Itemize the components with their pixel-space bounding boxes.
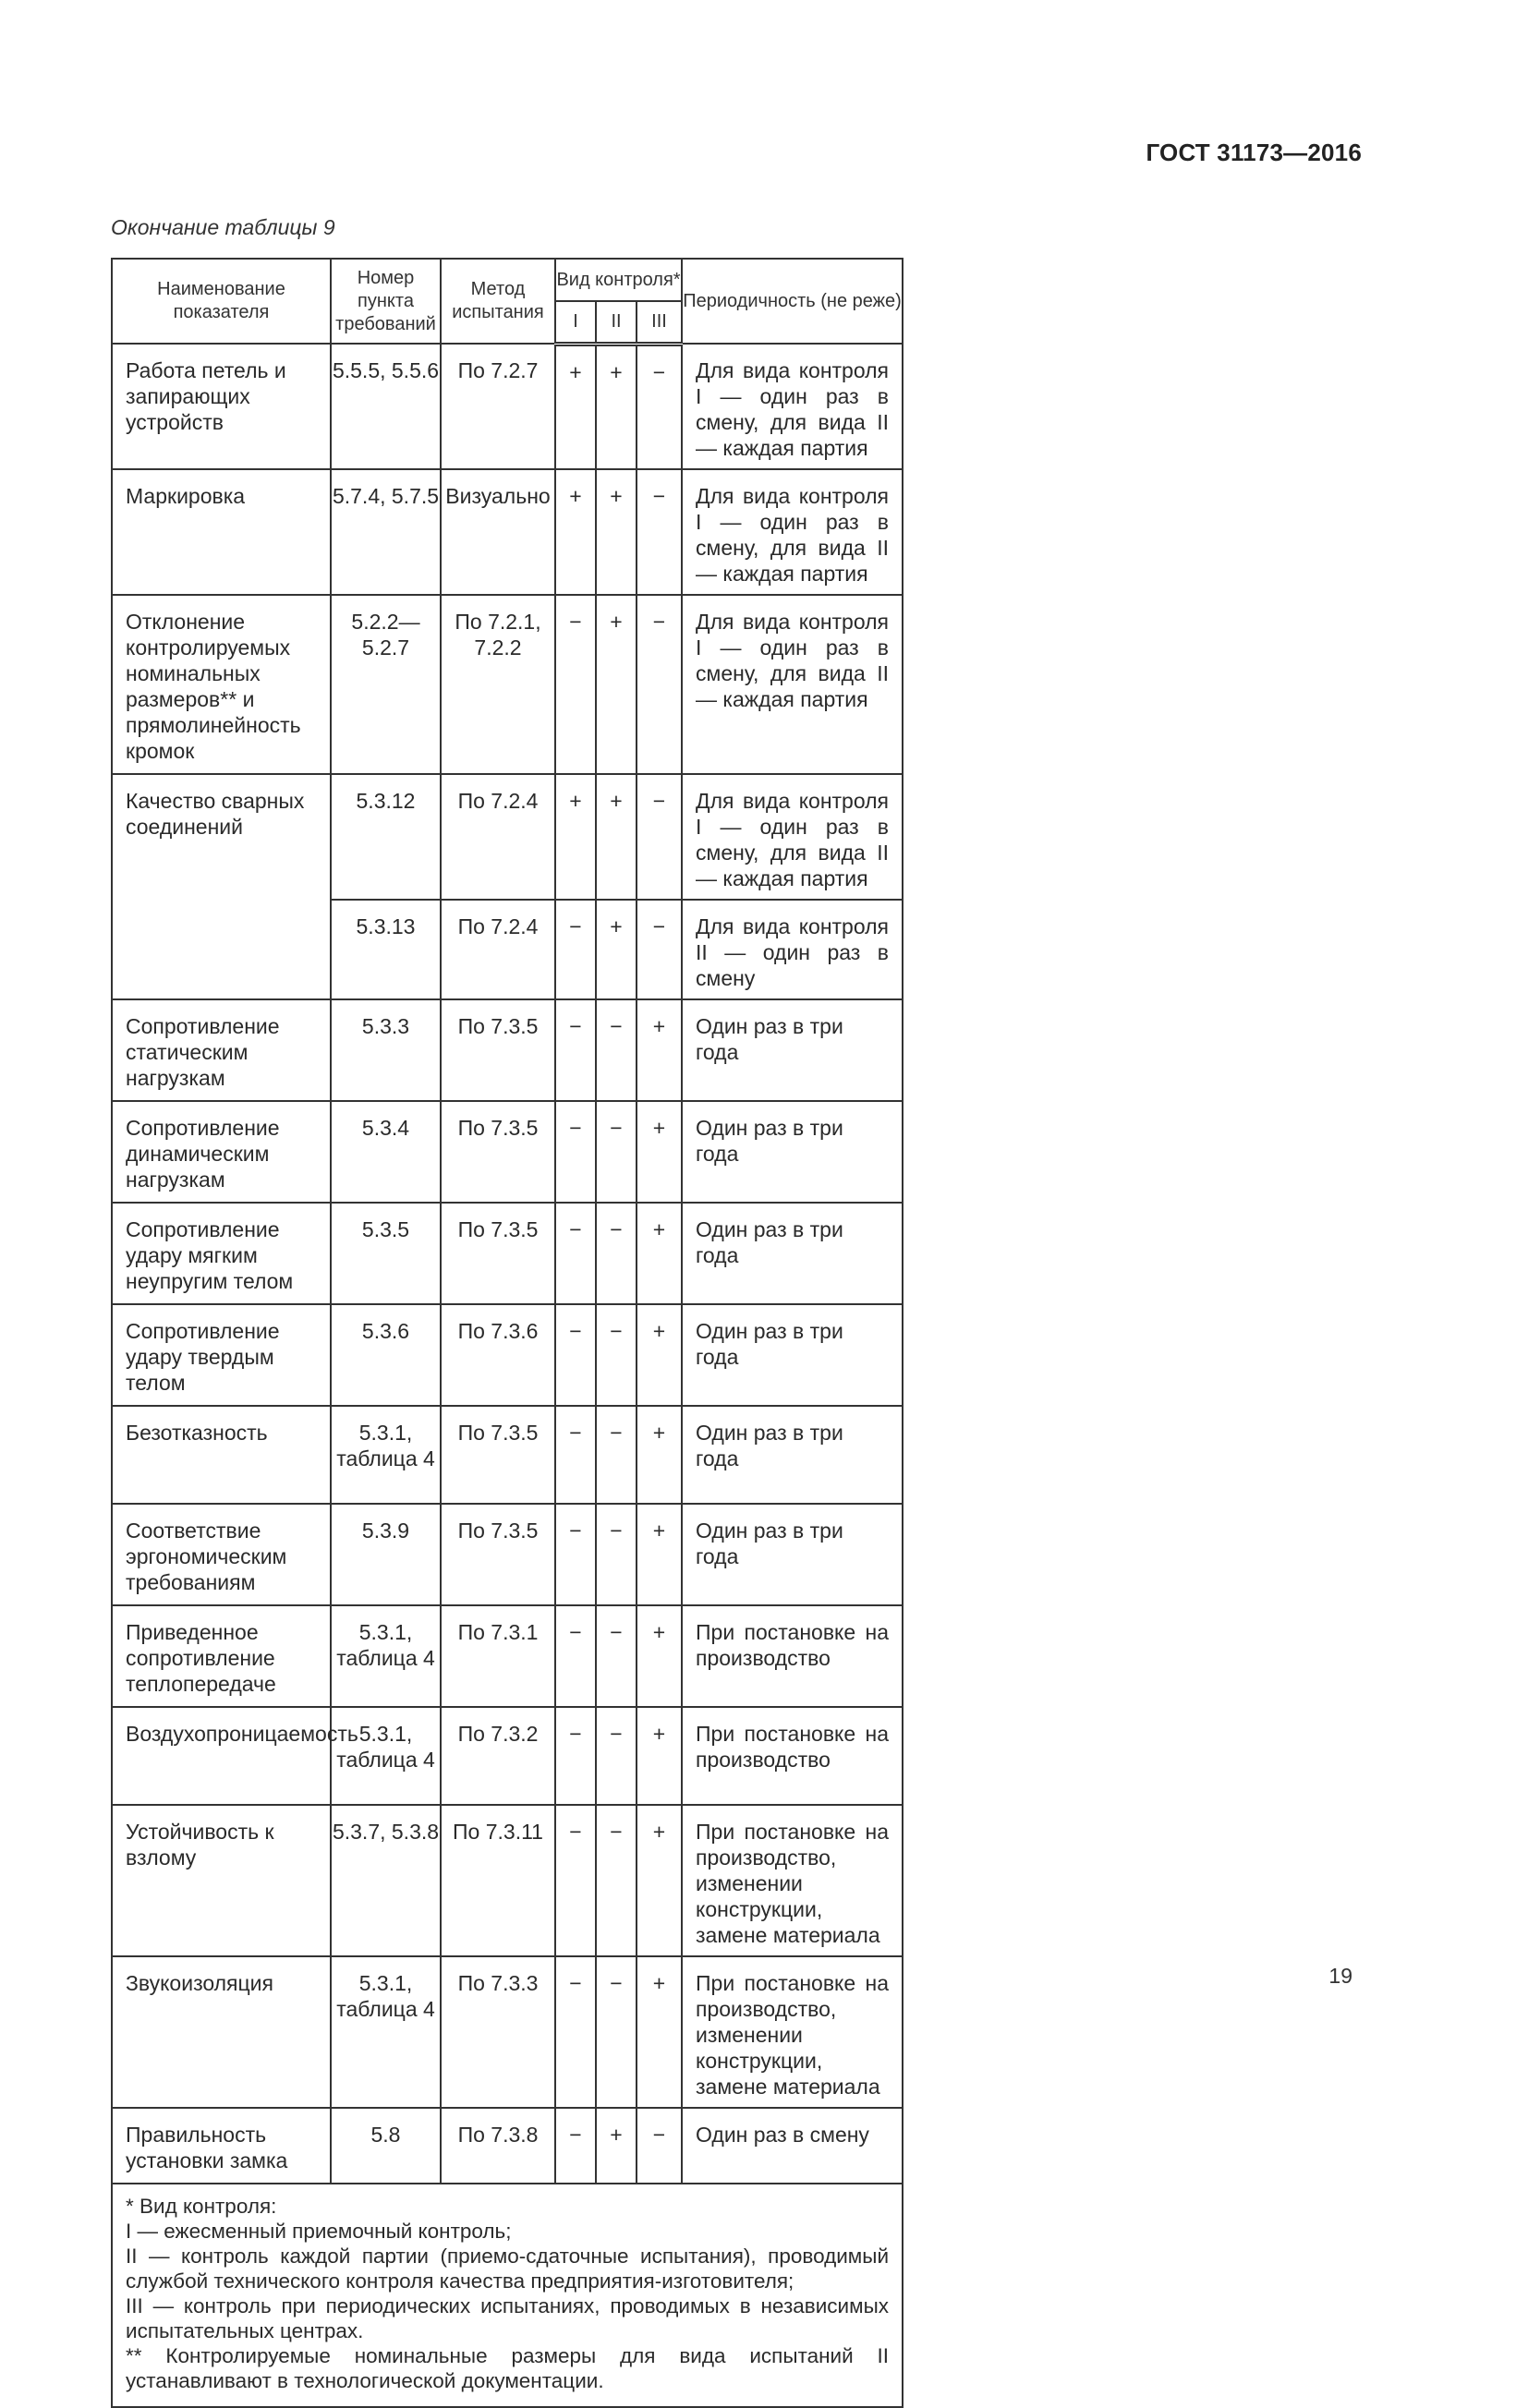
table-row (112, 999, 1352, 1101)
row-period: Один раз в смену (682, 2108, 903, 2184)
row-control-ii: + (596, 900, 637, 999)
row-control-i: − (555, 1805, 596, 1956)
row-clause: 5.3.1, таблица 4 (331, 1707, 441, 1805)
footnote-line: II — контроль каждой партии (приемо-сдаточные испытания), проводимый службой технического контроля качества предприятия-изготовителя; (126, 2245, 890, 2293)
row-name: Воздухопроницаемость (112, 1707, 331, 1805)
row-control-iii: + (637, 1406, 682, 1504)
row-method: По 7.2.4 (441, 774, 555, 900)
row-clause: 5.3.13 (331, 900, 441, 999)
row-period: Один раз в три года (682, 1504, 903, 1605)
table-row (112, 1805, 1352, 1956)
row-period: Для вида контроля I — один раз в смену, для вида II — каждая партия (682, 595, 903, 774)
header-control: Вид контроля* (555, 259, 682, 301)
row-name: Сопротивление динамическим нагрузкам (112, 1101, 331, 1203)
row-method: По 7.3.6 (441, 1304, 555, 1406)
row-control-iii: − (637, 2108, 682, 2184)
row-control-iii: − (637, 469, 682, 595)
row-method: По 7.3.11 (441, 1805, 555, 1956)
row-control-iii: + (637, 1101, 682, 1203)
header-control-iii: III (637, 301, 682, 344)
row-period: При постановке на производство (682, 1707, 903, 1805)
row-method: По 7.3.2 (441, 1707, 555, 1805)
row-control-iii: − (637, 900, 682, 999)
row-name: Безотказность (112, 1406, 331, 1504)
row-period: Для вида контроля I — один раз в смену, для вида II — каждая партия (682, 774, 903, 900)
row-name: Отклонение контролируемых номинальных размеров** и прямолинейность кромок (112, 595, 331, 774)
row-clause: 5.3.5 (331, 1203, 441, 1304)
header-name: Наименование показателя (112, 259, 331, 344)
row-control-iii: + (637, 1956, 682, 2108)
row-control-i: + (555, 774, 596, 900)
row-control-iii: + (637, 999, 682, 1101)
row-period: Для вида контроля II — один раз в смену (682, 900, 903, 999)
row-control-ii: + (596, 344, 637, 469)
row-control-iii: + (637, 1504, 682, 1605)
table-row (112, 2108, 1352, 2184)
row-method: По 7.2.7 (441, 344, 555, 469)
row-control-i: − (555, 1101, 596, 1203)
row-clause: 5.3.12 (331, 774, 441, 900)
row-control-i: + (555, 344, 596, 469)
footnote-line: * Вид контроля: (126, 2195, 277, 2218)
row-control-ii: − (596, 1707, 637, 1805)
row-method: По 7.3.8 (441, 2108, 555, 2184)
header-control-ii: II (596, 301, 637, 344)
row-control-ii: + (596, 774, 637, 900)
row-clause: 5.3.4 (331, 1101, 441, 1203)
row-control-i: − (555, 1504, 596, 1605)
row-control-i: − (555, 2108, 596, 2184)
table-row (112, 344, 1352, 469)
row-name: Правильность установки замка (112, 2108, 331, 2184)
row-control-iii: − (637, 774, 682, 900)
row-control-ii: − (596, 1406, 637, 1504)
row-period: При постановке на производство, изменении конструкции, замене материала (682, 1805, 903, 1956)
row-method: По 7.3.5 (441, 1101, 555, 1203)
table-row (112, 1406, 1352, 1504)
table-row (112, 1203, 1352, 1304)
row-clause: 5.3.1, таблица 4 (331, 1406, 441, 1504)
row-control-i: − (555, 1406, 596, 1504)
row-clause: 5.2.2—5.2.7 (331, 595, 441, 774)
header-period: Периодичность (не реже) (682, 259, 903, 344)
row-clause: 5.3.6 (331, 1304, 441, 1406)
row-period: Для вида контроля I — один раз в смену, для вида II — каждая партия (682, 344, 903, 469)
row-period: Один раз в три года (682, 1304, 903, 1406)
row-control-ii: − (596, 1956, 637, 2108)
row-control-ii: + (596, 469, 637, 595)
row-clause: 5.7.4, 5.7.5 (331, 469, 441, 595)
row-clause: 5.3.1, таблица 4 (331, 1605, 441, 1707)
table-row (112, 1956, 1352, 2108)
row-control-i: − (555, 1203, 596, 1304)
row-clause: 5.3.7, 5.3.8 (331, 1805, 441, 1956)
row-method: По 7.2.1, 7.2.2 (441, 595, 555, 774)
row-control-iii: + (637, 1203, 682, 1304)
row-name: Устойчивость к взлому (112, 1805, 331, 1956)
table-row (112, 1504, 1352, 1605)
row-control-iii: + (637, 1304, 682, 1406)
row-control-i: − (555, 595, 596, 774)
header-clause: Номер пункта требований (331, 259, 441, 344)
footnote-line: ** Контролируемые номинальные размеры для вида испытаний II устанавливают в технологической документации. (126, 2344, 890, 2392)
table-caption: Окончание таблицы 9 (111, 215, 335, 239)
row-control-i: − (555, 1707, 596, 1805)
row-name: Соответствие эргономическим требованиям (112, 1504, 331, 1605)
row-name: Сопротивление удару мягким неупругим телом (112, 1203, 331, 1304)
row-clause: 5.5.5, 5.5.6 (331, 344, 441, 469)
row-name: Приведенное сопротивление теплопередаче (112, 1605, 331, 1707)
row-period: При постановке на производство, изменении конструкции, замене материала (682, 1956, 903, 2108)
row-control-i: − (555, 1605, 596, 1707)
row-method: По 7.3.1 (441, 1605, 555, 1707)
row-control-ii: − (596, 1504, 637, 1605)
row-clause: 5.3.9 (331, 1504, 441, 1605)
row-period: Один раз в три года (682, 999, 903, 1101)
inspection-table (111, 258, 1353, 2408)
row-period: При постановке на производство (682, 1605, 903, 1707)
row-control-iii: + (637, 1805, 682, 1956)
row-control-i: − (555, 1304, 596, 1406)
row-control-ii: − (596, 999, 637, 1101)
table-row (112, 1707, 1352, 1805)
header-method: Метод испытания (441, 259, 555, 344)
row-period: Один раз в три года (682, 1203, 903, 1304)
row-control-iii: − (637, 344, 682, 469)
row-control-ii: + (596, 2108, 637, 2184)
table-row (112, 1101, 1352, 1203)
row-control-iii: + (637, 1707, 682, 1805)
row-control-i: + (555, 469, 596, 595)
footnotes-row (112, 2184, 1352, 2407)
row-control-ii: − (596, 1101, 637, 1203)
header-control-i: I (555, 301, 596, 344)
row-method: По 7.3.3 (441, 1956, 555, 2108)
row-method: Визуально (441, 469, 555, 595)
row-control-ii: − (596, 1805, 637, 1956)
row-method: По 7.3.5 (441, 999, 555, 1101)
row-clause: 5.3.1, таблица 4 (331, 1956, 441, 2108)
row-name: Маркировка (112, 469, 331, 595)
row-clause: 5.8 (331, 2108, 441, 2184)
row-period: Один раз в три года (682, 1101, 903, 1203)
row-control-iii: + (637, 1605, 682, 1707)
footnotes (112, 2184, 903, 2407)
document-standard-header: ГОСТ 31173—2016 (1146, 139, 1362, 166)
row-control-ii: − (596, 1605, 637, 1707)
row-control-ii: − (596, 1304, 637, 1406)
row-control-i: − (555, 999, 596, 1101)
row-name: Сопротивление удару твердым телом (112, 1304, 331, 1406)
row-period: Для вида контроля I — один раз в смену, для вида II — каждая партия (682, 469, 903, 595)
table-row (112, 1304, 1352, 1406)
row-control-iii: − (637, 595, 682, 774)
row-method: По 7.2.4 (441, 900, 555, 999)
table-row (112, 1605, 1352, 1707)
row-name: Работа петель и запирающих устройств (112, 344, 331, 469)
table-row (112, 469, 1352, 595)
row-name: Сопротивление статическим нагрузкам (112, 999, 331, 1101)
page-number: 19 (1328, 1964, 1352, 1988)
row-clause: 5.3.3 (331, 999, 441, 1101)
row-method: По 7.3.5 (441, 1504, 555, 1605)
row-method: По 7.3.5 (441, 1203, 555, 1304)
footnote-line: III — контроль при периодических испытаниях, проводимых в независимых испытательных центрах. (126, 2294, 890, 2342)
row-name: Качество сварных соединений (112, 774, 331, 999)
row-period: Один раз в три года (682, 1406, 903, 1504)
table-row (112, 774, 1352, 900)
row-control-ii: + (596, 595, 637, 774)
table-row (112, 595, 1352, 774)
row-control-i: − (555, 1956, 596, 2108)
row-control-ii: − (596, 1203, 637, 1304)
row-method: По 7.3.5 (441, 1406, 555, 1504)
footnote-line: I — ежесменный приемочный контроль; (126, 2220, 512, 2243)
row-control-i: − (555, 900, 596, 999)
row-name: Звукоизоляция (112, 1956, 331, 2108)
